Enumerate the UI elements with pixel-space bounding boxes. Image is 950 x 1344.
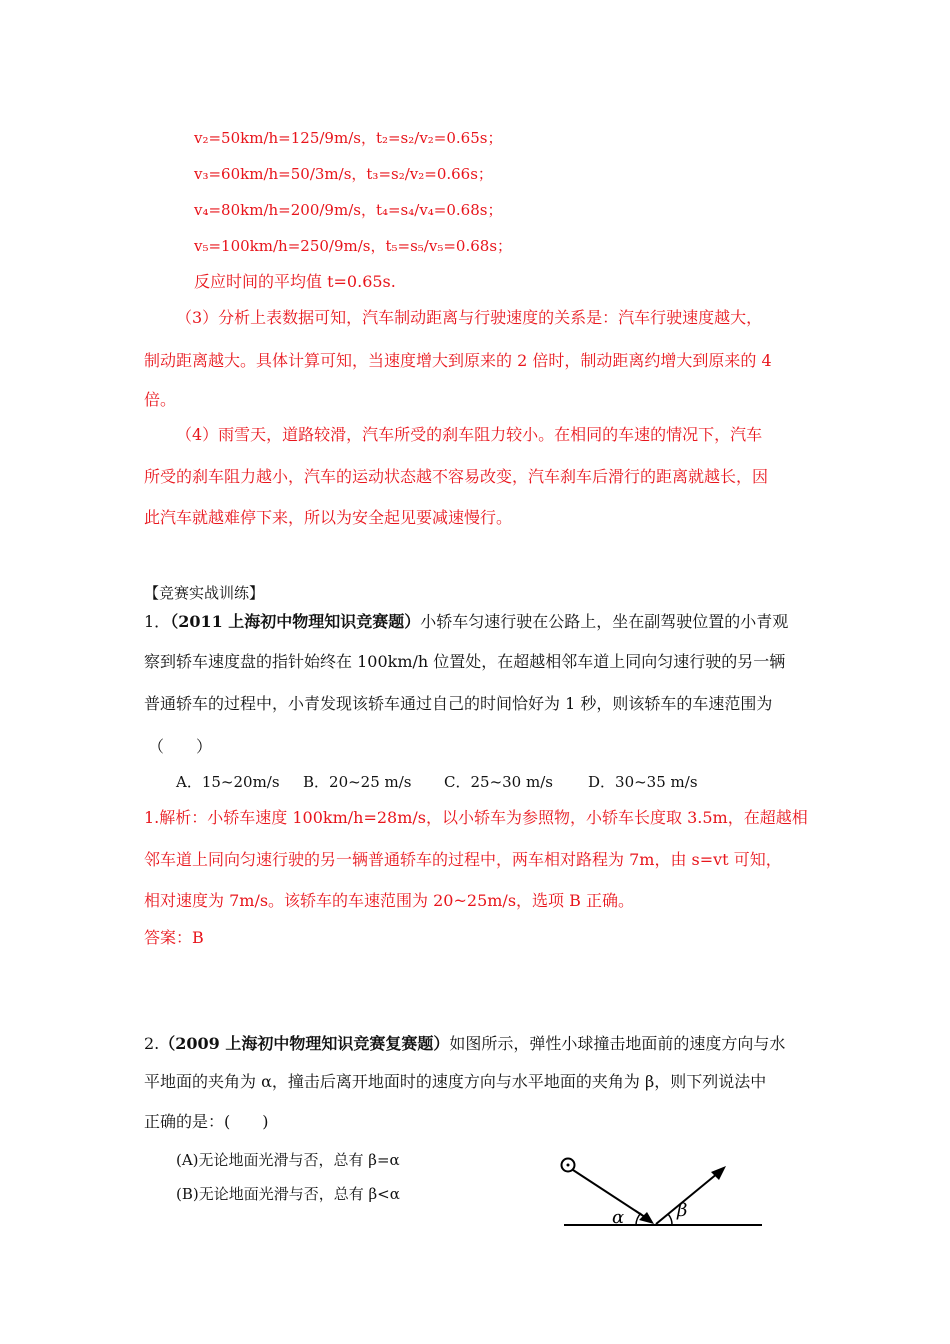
average-reaction-time: 反应时间的平均值 t=0.65s.	[194, 272, 396, 291]
part3-line-1: （3）分析上表数据可知，汽车制动距离与行驶速度的关系是：汽车行驶速度越大，	[176, 308, 763, 327]
part3-line-3: 倍。	[144, 390, 177, 409]
q2-line-3: 正确的是：( )	[144, 1112, 269, 1131]
q2-option-a: (A)无论地面光滑与否，总有 β=α	[176, 1151, 400, 1169]
part3-line-2: 制动距离越大。具体计算可知，当速度增大到原来的 2 倍时，制动距离约增大到原来的 4	[144, 351, 772, 370]
calc-line-v5: v₅=100km/h=250/9m/s，t₅=s₅/v₅=0.68s；	[194, 237, 513, 255]
calc-line-v2: v₂=50km/h=125/9m/s，t₂=s₂/v₂=0.65s；	[194, 129, 503, 147]
ball-center-dot	[567, 1164, 570, 1167]
alpha-label: α	[612, 1207, 625, 1228]
incident-path	[573, 1170, 648, 1219]
q2-source: （2009 上海初中物理知识竞赛复赛题）	[159, 1034, 450, 1053]
q1-line-2: 察到轿车速度盘的指针始终在 100km/h 位置处，在超越相邻车道上同向匀速行驶的另一辆	[144, 652, 786, 671]
q2-number: 2.	[144, 1034, 160, 1053]
bounce-diagram	[556, 1147, 766, 1237]
q1-option-d: D．30~35 m/s	[588, 773, 698, 791]
q1-source: （2011 上海初中物理知识竞赛题）	[170, 612, 421, 631]
q1-text-1: 小轿车匀速行驶在公路上，坐在副驾驶位置的小青观	[420, 612, 789, 631]
q1-analysis-line-1: 1.解析：小轿车速度 100km/h=28m/s，以小轿车为参照物，小轿车长度取 3.5m，在超越相	[144, 808, 808, 827]
q1-bracket: （ ）	[148, 737, 213, 756]
q2-line-1	[144, 1034, 785, 1054]
q2-text-1: 如图所示，弹性小球撞击地面前的速度方向与水	[449, 1034, 786, 1053]
q1-option-b: B．20~25 m/s	[303, 773, 412, 791]
beta-label: β	[677, 1200, 688, 1221]
q2-option-b: (B)无论地面光滑与否，总有 β<α	[176, 1185, 400, 1203]
q1-line-3: 普通轿车的过程中，小青发现该轿车通过自己的时间恰好为 1 秒，则该轿车的车速范围为	[144, 694, 773, 713]
q1-answer: 答案：B	[144, 928, 204, 947]
part4-line-1: （4）雨雪天，道路较滑，汽车所受的刹车阻力较小。在相同的车速的情况下，汽车	[176, 425, 763, 444]
q1-line-1	[144, 612, 788, 632]
q2-line-2: 平地面的夹角为 α，撞击后离开地面时的速度方向与水平地面的夹角为 β，则下列说法中	[144, 1072, 767, 1091]
beta-arc	[668, 1214, 672, 1225]
q1-analysis-line-2: 邻车道上同向匀速行驶的另一辆普通轿车的过程中，两车相对路程为 7m，由 s=vt 可知，	[144, 850, 782, 869]
part4-line-3: 此汽车就越难停下来，所以为安全起见要减速慢行。	[144, 508, 513, 527]
calc-line-v3: v₃=60km/h=50/3m/s，t₃=s₂/v₂=0.66s；	[194, 165, 493, 183]
q1-number: 1．	[144, 612, 171, 631]
q1-option-c: C．25~30 m/s	[444, 773, 553, 791]
q1-option-a: A．15~20m/s	[176, 773, 280, 791]
q1-analysis-line-3: 相对速度为 7m/s。该轿车的车速范围为 20~25m/s，选项 B 正确。	[144, 891, 634, 910]
section-title: 【竞赛实战训练】	[144, 584, 265, 602]
part4-line-2: 所受的刹车阻力越小，汽车的运动状态越不容易改变，汽车刹车后滑行的距离就越长，因	[144, 467, 769, 486]
calc-line-v4: v₄=80km/h=200/9m/s，t₄=s₄/v₄=0.68s；	[194, 201, 503, 219]
